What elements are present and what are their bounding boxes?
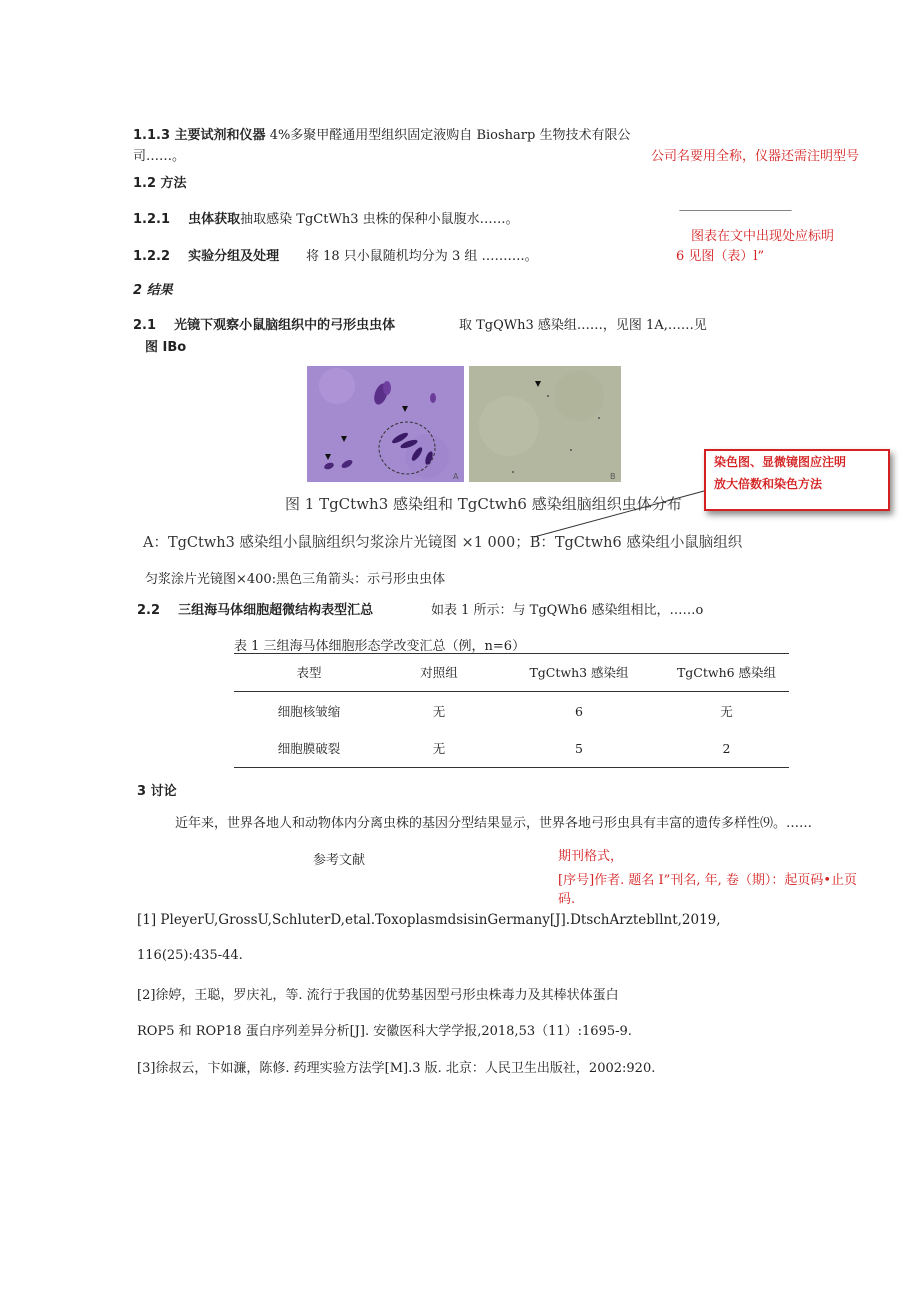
table-cell: 无 — [432, 741, 446, 756]
section-1-1-3-text-line2: 司……。 — [133, 149, 186, 164]
comment-dash-line: —————————————— — [679, 206, 791, 216]
table-bottom-rule — [234, 767, 789, 768]
brightfield-micrograph-image — [469, 366, 621, 482]
section-1-1-3-text: 4%多聚甲醛通用型组织固定液购自 Biosharp 生物技术有限公 — [269, 128, 631, 143]
phenotype-table — [234, 653, 789, 765]
section-2-2 — [137, 599, 373, 618]
table-cell: 5 — [575, 740, 583, 756]
table-cell: 无 — [432, 704, 446, 719]
section-3-text: 近年来，世界各地人和动物体内分离虫株的基因分型结果显示，世界各地弓形虫具有丰富的遗传多样性⑼。…… — [175, 816, 813, 831]
callout-line1: 染色图、显微镜图应注明 — [714, 455, 847, 469]
table-row — [234, 731, 789, 765]
section-2-1-label: 2.1 — [133, 318, 157, 333]
figure-title: 图 1 TgCtwh3 感染组和 TgCtwh6 感染组脑组织虫体分布 — [285, 495, 682, 513]
reference-2-line2: ROP5 和 ROP18 蛋白序列差异分析[J]. 安徽医科大学学报,2018,53（11）:1695-9. — [137, 1024, 632, 1039]
section-2-2-text: 如表 1 所示：与 TgQWh6 感染组相比，……o — [431, 603, 704, 618]
section-2-1-bold: 光镜下观察小鼠脑组织中的弓形虫虫体 — [174, 318, 396, 333]
table-header-cell: TgCtwh3 感染组 — [529, 665, 629, 680]
comment-journal-format-end: 码. — [558, 892, 576, 907]
section-2-1 — [133, 314, 395, 333]
section-2-heading: 2 结果 — [133, 283, 173, 298]
section-1-1-3 — [133, 124, 630, 143]
table-cell: 2 — [722, 740, 731, 756]
section-1-2-2-label: 1.2.2 — [133, 249, 171, 264]
stained-micrograph-image — [307, 366, 464, 482]
section-1-1-3-label: 1.1.3 主要试剂和仪器 — [133, 128, 266, 143]
figure-panel-a-letter: A — [453, 472, 459, 481]
section-1-2-1-label: 1.2.1 — [133, 212, 171, 227]
section-2-1-text-line2: 图 IBo — [145, 340, 187, 355]
section-1-2-heading: 1.2 方法 — [133, 176, 187, 191]
reference-1-line1: [1] PleyerU,GrossU,SchluterD,etal.ToxoplasmdsisinGermany[J].DtschArztebllnt,2019, — [137, 912, 721, 928]
figure-panel-a — [307, 366, 464, 482]
section-2-1-text: 取 TgQWh3 感染组……，见图 1A,……见 — [459, 318, 707, 333]
table-cell: 6 — [575, 703, 583, 719]
reference-2-line1: [2]徐婷，王聪，罗庆礼，等. 流行于我国的优势基因型弓形虫株毒力及其棒状体蛋白 — [137, 988, 619, 1003]
references-heading: 参考文献 — [313, 853, 366, 868]
table-header-cell: 表型 — [296, 665, 322, 680]
figure-caption-line1: A：TgCtwh3 感染组小鼠脑组织匀浆涂片光镜图 ×1 000；B：TgCtwh6 感染组小鼠脑组织 — [143, 535, 743, 551]
section-1-2-2 — [133, 245, 279, 264]
figure-panel-b — [469, 366, 621, 482]
table-cell: 细胞核皱缩 — [277, 704, 341, 719]
comment-figure-mention: 图表在文中出现处应标明 — [691, 229, 835, 244]
table-cell: 细胞膜破裂 — [277, 741, 341, 756]
section-1-2-1 — [133, 208, 519, 227]
comment-journal-format: 期刊格式， — [558, 849, 624, 864]
callout-line2: 放大倍数和染色方法 — [714, 477, 823, 491]
section-1-2-2-text: 将 18 只小鼠随机均分为 3 组 ……….。 — [306, 249, 538, 264]
table-cell: 无 — [720, 704, 733, 719]
section-1-2-1-bold: 虫体获取 — [188, 212, 241, 227]
reference-3: [3]徐叔云，卞如濂，陈修. 药理实验方法学[M].3 版. 北京：人民卫生出版社，2002:920. — [137, 1061, 656, 1076]
section-2-2-bold: 三组海马体细胞超微结构表型汇总 — [178, 603, 374, 618]
table-header-cell: TgCtwh6 感染组 — [676, 665, 777, 680]
section-1-2-1-text: 抽取感染 TgCtWh3 虫株的保种小鼠腹水……。 — [240, 212, 519, 227]
section-3-heading: 3 讨论 — [137, 784, 177, 799]
comment-journal-format-detail: [序号]作者. 题名 I”刊名, 年, 卷（期）：起页码•止页 — [558, 873, 858, 888]
table-row — [234, 691, 789, 731]
section-1-2-2-bold: 实验分组及处理 — [188, 249, 280, 264]
comment-company-name: 公司名要用全称，仪器还需注明型号 — [651, 149, 860, 164]
table-title: 表 1 三组海马体细胞形态学改变汇总（例，n=6） — [234, 639, 526, 654]
comment-see-figure: 6 见图（表）l” — [676, 249, 765, 264]
section-2-2-label: 2.2 — [137, 603, 161, 618]
table-header-row — [234, 653, 789, 691]
reference-1-line2: 116(25):435-44. — [137, 948, 243, 963]
figure-panel-b-letter: B — [610, 472, 616, 481]
table-header-cell: 对照组 — [420, 665, 458, 680]
figure-caption-line2: 匀浆涂片光镜图×400:黑色三角箭头：示弓形虫虫体 — [145, 572, 446, 587]
callout-figure-annotation — [704, 449, 890, 511]
